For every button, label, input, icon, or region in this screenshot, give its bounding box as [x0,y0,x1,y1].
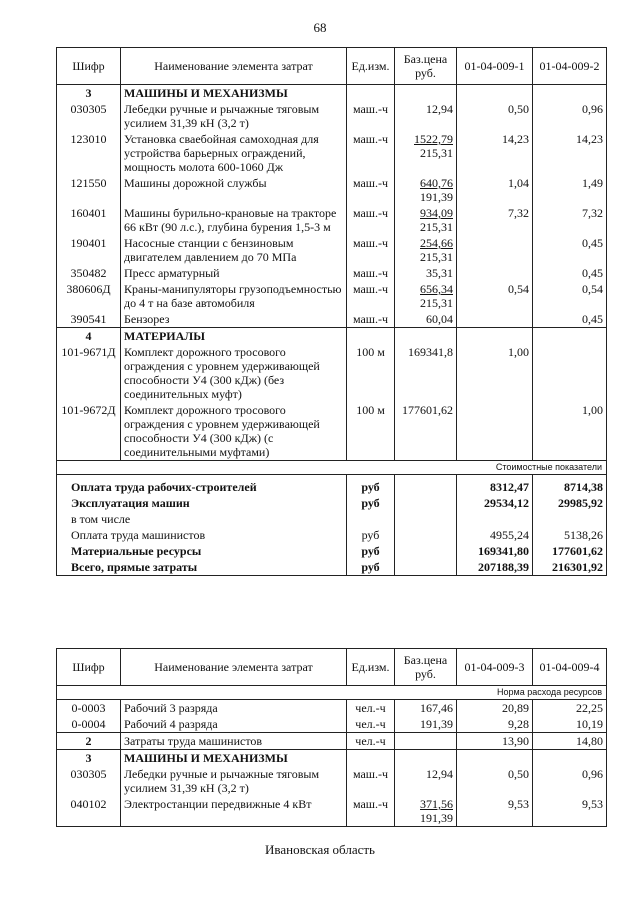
row-value-col2: 0,96 [533,766,607,796]
row-value-col2: 0,45 [533,265,607,281]
price-value: 371,56 [420,797,453,811]
total-unit: руб [347,475,395,496]
price-value: 191,39 [420,717,453,731]
header-price: Баз.цена руб. [395,48,457,85]
row-price [395,766,457,796]
header-code: Шифр [57,48,121,85]
row-unit: маш.-ч [347,175,395,205]
price-value: 1522,79 [414,132,453,146]
total-unit: руб [347,495,395,511]
total-price [395,527,457,543]
row-unit: 100 м [347,344,395,402]
table-row [57,175,607,205]
table-header-row [57,649,607,686]
row-unit: 100 м [347,402,395,461]
row-price [395,85,457,102]
row-value-col2: 10,19 [533,716,607,733]
total-value-col2 [533,511,607,527]
table-row [57,402,607,461]
total-value-col1: 8312,47 [457,475,533,496]
total-value-col1: 29534,12 [457,495,533,511]
total-unit: руб [347,559,395,576]
row-name: Краны-манипуляторы грузоподъемностью до 4 т на базе автомобиля [121,281,347,311]
total-value-col1 [457,511,533,527]
price-secondary-value: 215,31 [420,220,453,234]
row-value-col1: 9,28 [457,716,533,733]
section-row [57,328,607,345]
caption-row [57,461,607,475]
header-col2: 01-04-009-4 [533,649,607,686]
price-value: 35,31 [426,266,453,280]
header-unit: Ед.изм. [347,649,395,686]
section-row [57,733,607,750]
total-row [57,559,607,576]
caption-text: Норма расхода ресурсов [57,686,607,700]
row-unit: чел.-ч [347,700,395,717]
row-value-col2 [533,328,607,345]
row-value-col1 [457,265,533,281]
row-name: МАТЕРИАЛЫ [121,328,347,345]
row-value-col2: 0,45 [533,235,607,265]
price-value: 934,09 [420,206,453,220]
row-name: Бензорез [121,311,347,328]
total-name: Оплата труда рабочих-строителей [57,475,347,496]
row-value-col1: 1,04 [457,175,533,205]
row-price [395,131,457,175]
row-code: 190401 [57,235,121,265]
table-row [57,766,607,796]
row-code: 101-9671Д [57,344,121,402]
row-name: МАШИНЫ И МЕХАНИЗМЫ [121,85,347,102]
row-value-col1 [457,402,533,461]
row-code: 160401 [57,205,121,235]
row-code: 0-0004 [57,716,121,733]
total-row [57,475,607,496]
row-name: Комплект дорожного тросового ограждения с уровнем удерживающей способности У4 (300 кДж) (с соединительными муфтами) [121,402,347,461]
row-code: 2 [57,733,121,750]
row-code: 0-0003 [57,700,121,717]
table-row [57,344,607,402]
row-value-col1: 13,90 [457,733,533,750]
header-unit: Ед.изм. [347,48,395,85]
row-value-col1 [457,85,533,102]
row-name: Рабочий 4 разряда [121,716,347,733]
price-secondary-value: 191,39 [420,811,453,825]
row-code: 030305 [57,766,121,796]
header-col1: 01-04-009-1 [457,48,533,85]
total-name: в том числе [57,511,347,527]
row-unit: маш.-ч [347,796,395,827]
caption-text: Стоимостные показатели [57,461,607,475]
row-name: Комплект дорожного тросового ограждения с уровнем удерживающей способности У4 (300 кДж) (без соединительных муфт) [121,344,347,402]
table-row [57,265,607,281]
row-value-col2: 1,49 [533,175,607,205]
table-row [57,205,607,235]
row-value-col1: 7,32 [457,205,533,235]
price-value: 169341,8 [408,345,453,359]
row-unit: маш.-ч [347,101,395,131]
row-code: 350482 [57,265,121,281]
row-name: Установка сваебойная самоходная для устройства барьерных ограждений, мощность молота 600-1060 Дж [121,131,347,175]
total-value-col2: 29985,92 [533,495,607,511]
caption-row [57,686,607,700]
row-price [395,716,457,733]
row-code: 030305 [57,101,121,131]
table-row [57,311,607,328]
row-unit: маш.-ч [347,265,395,281]
table-row [57,796,607,827]
table-row [57,716,607,733]
row-value-col2: 9,53 [533,796,607,827]
total-price [395,511,457,527]
price-value: 12,94 [426,102,453,116]
row-code: 4 [57,328,121,345]
resource-table-2 [56,648,607,827]
total-unit: руб [347,527,395,543]
row-value-col2 [533,344,607,402]
row-code: 121550 [57,175,121,205]
table-row [57,131,607,175]
row-unit: маш.-ч [347,235,395,265]
row-value-col2: 22,25 [533,700,607,717]
row-value-col1: 14,23 [457,131,533,175]
table-row [57,700,607,717]
price-value: 640,76 [420,176,453,190]
total-value-col1: 207188,39 [457,559,533,576]
row-price [395,175,457,205]
header-code: Шифр [57,649,121,686]
row-price [395,311,457,328]
row-value-col1 [457,235,533,265]
total-value-col1: 4955,24 [457,527,533,543]
row-value-col2: 0,54 [533,281,607,311]
total-row [57,495,607,511]
row-price [395,101,457,131]
price-value: 12,94 [426,767,453,781]
row-value-col2: 14,23 [533,131,607,175]
row-price [395,402,457,461]
row-price [395,796,457,827]
total-name: Материальные ресурсы [57,543,347,559]
row-name: МАШИНЫ И МЕХАНИЗМЫ [121,750,347,767]
row-name: Насосные станции с бензиновым двигателем давлением до 70 МПа [121,235,347,265]
row-unit [347,328,395,345]
row-unit: маш.-ч [347,766,395,796]
row-value-col1: 0,50 [457,766,533,796]
row-name: Рабочий 3 разряда [121,700,347,717]
price-value: 656,34 [420,282,453,296]
row-code: 101-9672Д [57,402,121,461]
table-row [57,101,607,131]
total-name: Оплата труда машинистов [57,527,347,543]
row-name: Машины бурильно-крановые на тракторе 66 кВт (90 л.с.), глубина бурения 1,5-3 м [121,205,347,235]
row-unit: чел.-ч [347,716,395,733]
header-col1: 01-04-009-3 [457,649,533,686]
row-name: Пресс арматурный [121,265,347,281]
row-code: 123010 [57,131,121,175]
total-row [57,527,607,543]
price-secondary-value: 215,31 [420,250,453,264]
total-row [57,543,607,559]
row-code: 3 [57,750,121,767]
row-value-col1: 1,00 [457,344,533,402]
total-price [395,475,457,496]
row-price [395,733,457,750]
row-code: 3 [57,85,121,102]
row-value-col2: 0,45 [533,311,607,328]
row-value-col1 [457,311,533,328]
row-unit [347,750,395,767]
price-secondary-value: 215,31 [420,296,453,310]
row-value-col2: 14,80 [533,733,607,750]
table-header-row [57,48,607,85]
total-value-col2: 5138,26 [533,527,607,543]
total-name: Эксплуатация машин [57,495,347,511]
row-unit: чел.-ч [347,733,395,750]
row-price [395,281,457,311]
row-price [395,205,457,235]
total-price [395,559,457,576]
price-secondary-value: 191,39 [420,190,453,204]
row-name: Электростанции передвижные 4 кВт [121,796,347,827]
row-price [395,265,457,281]
row-value-col1: 9,53 [457,796,533,827]
row-price [395,750,457,767]
page-footer: Ивановская область [265,842,375,857]
row-value-col2: 1,00 [533,402,607,461]
total-value-col1: 169341,80 [457,543,533,559]
row-value-col2 [533,750,607,767]
header-price: Баз.цена руб. [395,649,457,686]
row-code: 390541 [57,311,121,328]
row-name: Затраты труда машинистов [121,733,347,750]
row-value-col1 [457,328,533,345]
total-row [57,511,607,527]
row-code: 040102 [57,796,121,827]
total-name: Всего, прямые затраты [57,559,347,576]
total-value-col2: 8714,38 [533,475,607,496]
row-price [395,700,457,717]
row-value-col1: 0,54 [457,281,533,311]
price-value: 177601,62 [402,403,453,417]
row-unit: маш.-ч [347,311,395,328]
row-value-col2: 7,32 [533,205,607,235]
page-number: 68 [313,20,327,35]
header-col2: 01-04-009-2 [533,48,607,85]
resource-table-1 [56,47,607,576]
row-code: 380606Д [57,281,121,311]
header-name: Наименование элемента затрат [121,48,347,85]
row-price [395,328,457,345]
table-row [57,281,607,311]
row-name: Лебедки ручные и рычажные тяговым усилием 31,39 кН (3,2 т) [121,101,347,131]
row-price [395,344,457,402]
price-value: 60,04 [426,312,453,326]
row-value-col2 [533,85,607,102]
row-name: Машины дорожной службы [121,175,347,205]
total-price [395,495,457,511]
total-unit [347,511,395,527]
row-price [395,235,457,265]
table-row [57,235,607,265]
row-value-col2: 0,96 [533,101,607,131]
row-unit: маш.-ч [347,205,395,235]
row-unit: маш.-ч [347,281,395,311]
total-price [395,543,457,559]
total-value-col2: 177601,62 [533,543,607,559]
price-value: 254,66 [420,236,453,250]
total-unit: руб [347,543,395,559]
total-value-col2: 216301,92 [533,559,607,576]
header-name: Наименование элемента затрат [121,649,347,686]
row-unit: маш.-ч [347,131,395,175]
row-value-col1: 20,89 [457,700,533,717]
row-unit [347,85,395,102]
row-name: Лебедки ручные и рычажные тяговым усилием 31,39 кН (3,2 т) [121,766,347,796]
price-secondary-value: 215,31 [420,146,453,160]
row-value-col1: 0,50 [457,101,533,131]
section-row [57,750,607,767]
row-value-col1 [457,750,533,767]
section-row [57,85,607,102]
price-value: 167,46 [420,701,453,715]
